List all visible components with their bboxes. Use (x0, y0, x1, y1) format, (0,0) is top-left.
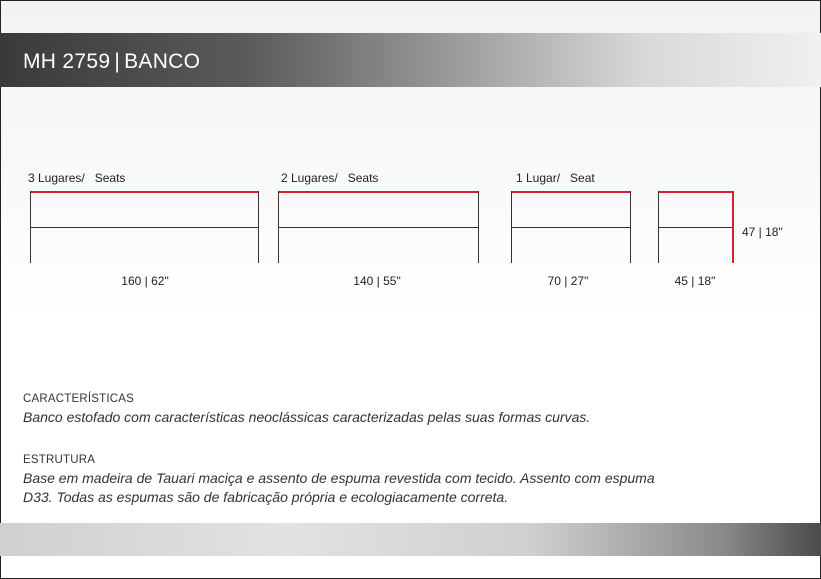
structure-heading: ESTRUTURA (23, 454, 96, 466)
variant-label-en: Seats (94, 171, 126, 185)
dimension-2-seats: 140 | 55" (353, 274, 401, 288)
characteristics-section (23, 393, 723, 427)
bench-2-seats-drawing (278, 191, 479, 263)
characteristics-heading: CARACTERÍSTICAS (23, 393, 134, 405)
variant-label-2-seats (281, 171, 378, 185)
page-title (23, 50, 200, 74)
variant-label-pt: 3 Lugares/ (28, 171, 85, 185)
structure-section (23, 454, 723, 507)
bench-3-seats-drawing (30, 191, 259, 263)
variant-label-en: Seat (570, 171, 595, 185)
dimension-drawing (0, 160, 821, 300)
product-code: MH 2759 (23, 50, 111, 73)
structure-text-line-1: Base em madeira de Tauari maciça e assento de espuma revestida com tecido. Assento com espuma (23, 470, 655, 486)
variant-label-pt: 2 Lugares/ (281, 171, 338, 185)
bench-1-seat-drawing (511, 191, 631, 263)
variant-label-1-seat (516, 171, 595, 185)
dimension-1-seat: 70 | 27" (547, 274, 589, 288)
structure-text-line-2: D33. Todas as espumas são de fabricação própria e ecologiacamente correta. (23, 489, 509, 505)
characteristics-text: Banco estofado com características neoclássicas caracterizadas pelas suas formas curvas. (23, 409, 591, 425)
dimension-3-seats: 160 | 62" (121, 274, 169, 288)
dimension-height: 47 | 18" (742, 225, 783, 239)
footer-bar (0, 523, 821, 556)
variant-label-3-seats (28, 171, 125, 185)
bench-side-view-drawing (658, 191, 734, 263)
variant-label-pt: 1 Lugar/ (516, 171, 561, 185)
dimension-depth: 45 | 18" (674, 274, 716, 288)
variant-label-en: Seats (347, 171, 379, 185)
title-separator: | (114, 50, 121, 73)
product-name: BANCO (124, 50, 201, 73)
